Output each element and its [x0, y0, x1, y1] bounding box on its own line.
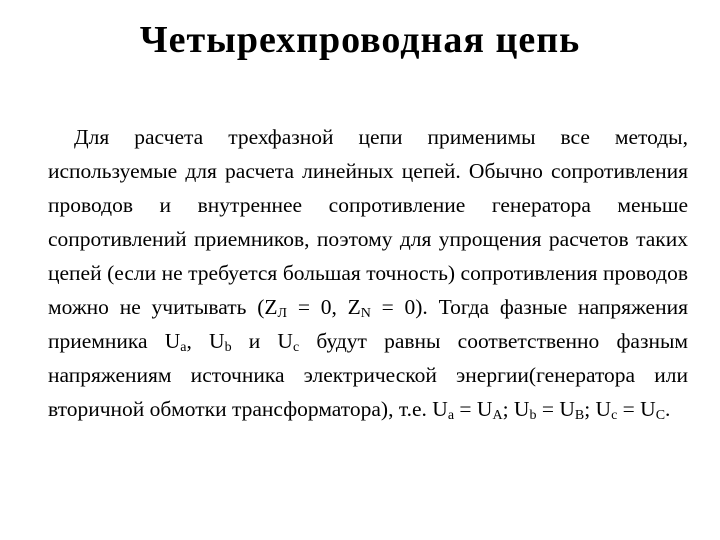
text-segment: Для расчета трехфазной цепи применимы все методы, используемые для расчета линейных цепей. Обычно сопротивления проводов и внутреннее сопротивление генератора меньше сопротивлений приемников, поэтому для упрощения расчетов таких цепей (если не требуется большая точность) сопротивления проводов можно не учитывать (Z	[48, 125, 688, 319]
subscript: b	[224, 340, 232, 355]
subscript: N	[360, 306, 371, 321]
subscript: c	[292, 340, 300, 355]
text-segment: ; U	[502, 397, 530, 421]
subscript: B	[574, 408, 585, 423]
subscript: A	[492, 408, 503, 423]
text-segment: , U	[186, 329, 225, 353]
text-segment: = U	[454, 397, 493, 421]
text-segment: = U	[617, 397, 656, 421]
text-segment: и U	[231, 329, 293, 353]
slide-title: Четырехпроводная цепь	[139, 19, 581, 61]
subscript: b	[529, 408, 537, 423]
text-segment: = 0). Тогда фазные напряжения приемника U	[48, 295, 688, 353]
subscript: Л	[277, 306, 288, 321]
text-segment: ; U	[584, 397, 612, 421]
text-segment: будут равны соответственно фазным напряжениям источника электрической энергии(генератора или вторичной обмотки трансформатора), т.е. U	[48, 329, 688, 421]
subscript: a	[447, 408, 455, 423]
subscript: C	[655, 408, 666, 423]
text-segment: = 0, Z	[287, 295, 361, 319]
subscript: a	[180, 340, 187, 355]
text-segment: = U	[536, 397, 575, 421]
body-paragraph	[48, 120, 688, 426]
subscript: c	[611, 408, 618, 423]
text-segment: .	[665, 397, 671, 421]
